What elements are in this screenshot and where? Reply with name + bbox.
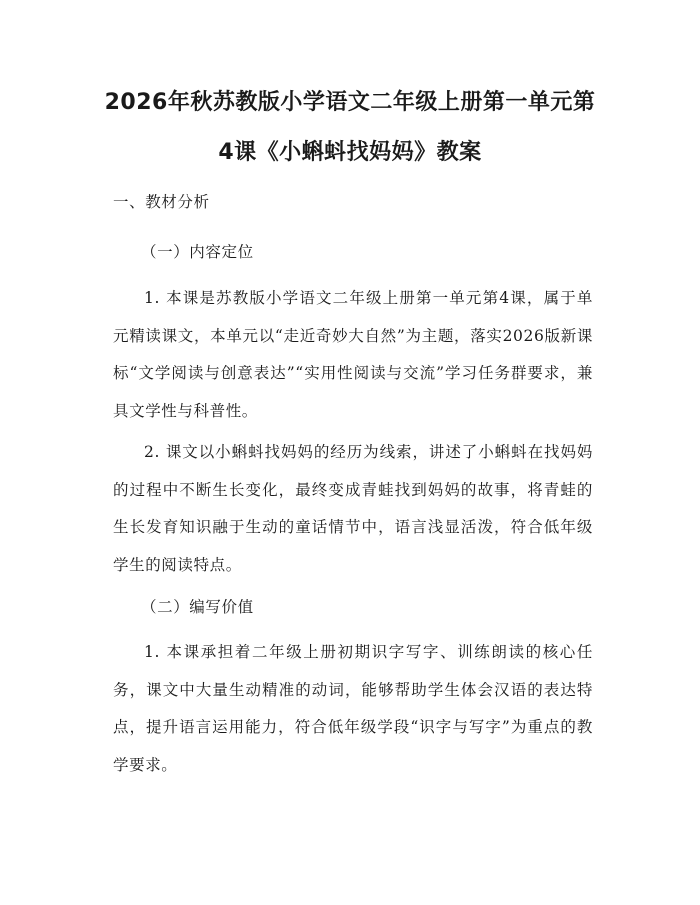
subsection-heading-1: （一）内容定位: [141, 243, 254, 261]
paragraph-3: 1. 本课承担着二年级上册初期识字写字、训练朗读的核心任务，课文中大量生动精准的动词，能够帮助学生体会汉语的表达特点，提升语言运用能力，符合低年级学段“识字与写字”为重点的教学要求。: [113, 643, 593, 774]
paragraph-2: 2. 课文以小蝌蚪找妈妈的经历为线索，讲述了小蝌蚪在找妈妈的过程中不断生长变化，最终变成青蛙找到妈妈的故事，将青蛙的生长发育知识融于生动的童话情节中，语言浅显活泼，符合低年级学生的阅读特点。: [113, 443, 593, 574]
subsection-heading-2: （二）编写价值: [141, 598, 254, 616]
paragraph-1: 1. 本课是苏教版小学语文二年级上册第一单元第4课，属于单元精读课文，本单元以“走近奇妙大自然”为主题，落实2026版新课标“文学阅读与创意表达”“实用性阅读与交流”学习任务群要求，兼具文学性与科普性。: [113, 289, 593, 420]
document-title: 2026年秋苏教版小学语文二年级上册第一单元第4课《小蝌蚪找妈妈》教案: [104, 90, 596, 165]
section-heading-1: 一、教材分析: [113, 193, 210, 211]
